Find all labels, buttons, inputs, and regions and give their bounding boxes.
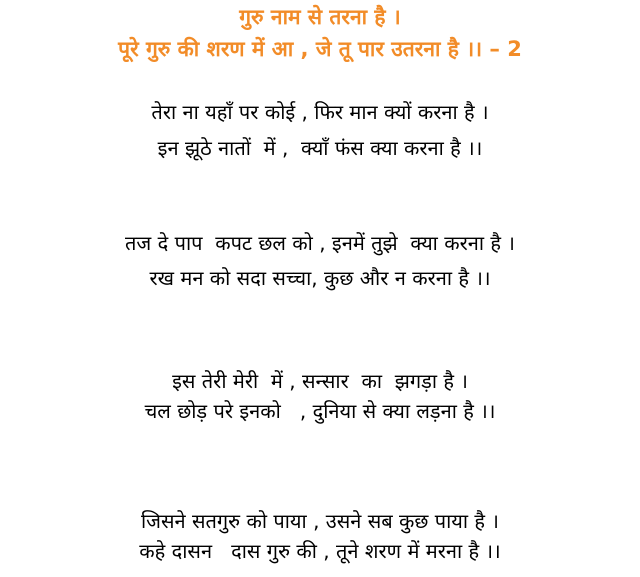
verse-1-line-2: इन झूठे नातों में , क्याँ फंस क्या करना है ।। bbox=[157, 136, 483, 160]
verse-4-line-2: कहे दासन दास गुरु की , तूने शरण में मरना है ।। bbox=[139, 539, 501, 563]
verse-2-line-1: तज दे पाप कपट छल को , इनमें तुझे क्या करना है । bbox=[125, 231, 515, 255]
verse-3-line-1: इस तेरी मेरी में , सन्सार का झगड़ा है । bbox=[172, 369, 468, 393]
verse-1-line-1: तेरा ना यहाँ पर कोई , फिर मान क्यों करना है । bbox=[151, 100, 489, 124]
verse-2-line-2: रख मन को सदा सच्चा, कुछ और न करना है ।। bbox=[149, 266, 491, 290]
verse-4-line-1: जिसने सतगुरु को पाया , उसने सब कुछ पाया है । bbox=[141, 509, 499, 533]
title-line-2: पूरे गुरु की शरण में आ , जे तू पार उतरना है ।। – 2 bbox=[118, 37, 522, 61]
verse-3-line-2: चल छोड़ परे इनको , दुनिया से क्या लड़ना है ।। bbox=[144, 399, 496, 423]
title-line-1: गुरु नाम से तरना है । bbox=[239, 5, 401, 29]
